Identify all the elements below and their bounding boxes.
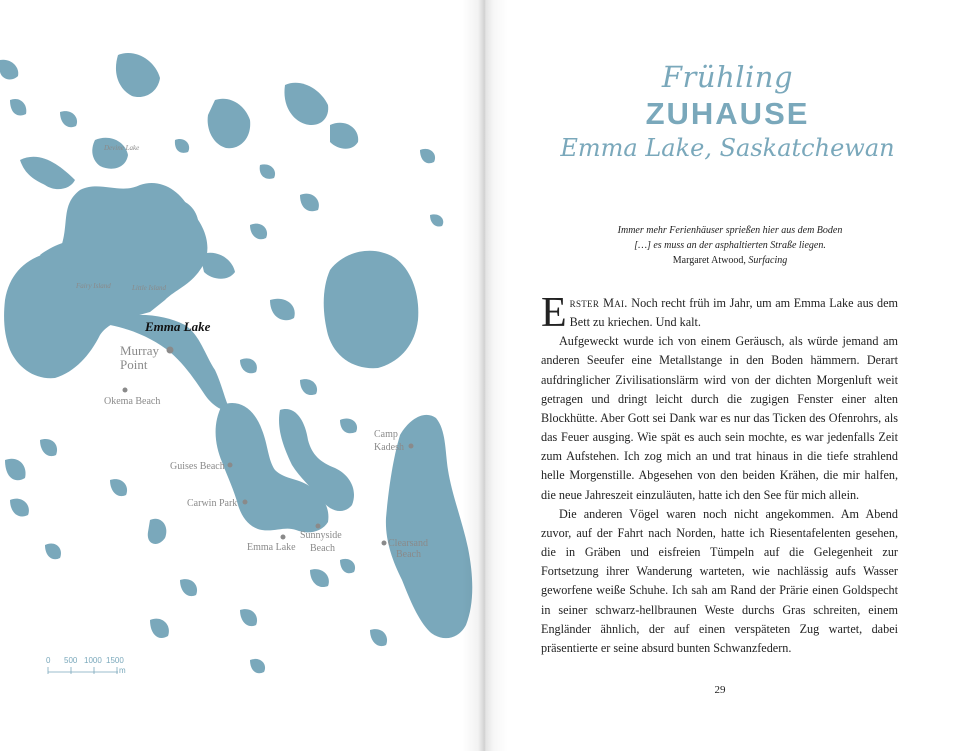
scale-bar [46, 656, 126, 675]
body-text [541, 290, 898, 658]
epigraph [560, 223, 900, 268]
lake-northwest [20, 157, 75, 189]
lake-small-16 [10, 499, 29, 517]
lake-north-3 [284, 83, 328, 125]
lake-small-8 [270, 299, 295, 321]
label-camp-kadesh-line1: Camp [374, 429, 398, 440]
lake-small-21 [240, 609, 257, 626]
label-camp-kadesh-line2: Kadesh [374, 442, 404, 453]
dot-emma-lake-town [281, 535, 286, 540]
dot-guises-beach [228, 463, 233, 468]
lake-small-18 [148, 519, 167, 544]
epigraph-work: Surfacing [748, 255, 788, 266]
lake-small-9 [240, 358, 257, 373]
lake-small-2 [10, 99, 26, 116]
label-guises-beach: Guises Beach [170, 461, 225, 472]
lake-small-17 [110, 479, 127, 496]
lake-north-6 [200, 253, 235, 279]
lake-small-7 [250, 224, 267, 240]
scale-unit: m [119, 666, 126, 675]
label-emma-lake: Emma Lake [145, 319, 211, 334]
lake-small-23 [370, 629, 387, 646]
lake-small-3 [60, 111, 77, 127]
label-clearsand-line1: Clearsand [388, 538, 428, 549]
chapter-title-block [484, 60, 971, 164]
label-clearsand-line2: Beach [396, 549, 421, 560]
dot-sunnyside-beach [316, 524, 321, 529]
lake-devine [92, 138, 128, 169]
chapter-place: Emma Lake, Saskatchewan [560, 134, 895, 162]
label-emma-lake-town: Emma Lake [247, 542, 296, 553]
paragraph-3: Die anderen Vögel waren noch nicht angekommen. Am Abend zuvor, auf der Fahrt nach Norden, hatte ich Riesentafelenten gesehen, die in Gräben und eisfreien Tümpeln auf die Gelegenheit zur Fortsetzung ihrer Wanderung warteten, wie nachlässig aufs Wasser geworfene weiße Schuhe. Ich sah am Rand der Prärie einen Goldspecht in seiner schwarz-hellbraunen Weste durchs Gras schreiten, einem Engländer ähnlich, der auf einen verspäteten Zug wartet, dabei präsentierte er seine absurd bunten Schwanzfedern. [541, 506, 898, 655]
label-murray-point-line2: Point [120, 357, 148, 372]
lake-northeast-round [324, 251, 419, 368]
lake-small-5 [260, 164, 275, 179]
scale-tick-500: 500 [64, 656, 78, 665]
label-murray-point-line1: Murray [120, 343, 159, 358]
lake-small-4 [175, 139, 189, 153]
chapter-heading: ZUHAUSE [645, 96, 810, 131]
lake-small-25 [340, 559, 355, 573]
lake-small-13 [430, 214, 443, 226]
scale-tick-1000: 1000 [84, 656, 102, 665]
dot-okema-beach [123, 388, 128, 393]
lake-north-4 [330, 123, 358, 149]
lake-small-24 [250, 659, 265, 673]
lake-map [0, 0, 484, 751]
dot-clearsand-beach [382, 541, 387, 546]
left-page-map [0, 0, 484, 751]
label-sunnyside-line2: Beach [310, 543, 335, 554]
lake-small-10 [300, 379, 317, 395]
opening-smallcaps: rster Mai. [569, 296, 628, 310]
epigraph-line-1: Immer mehr Ferienhäuser sprießen hier aus dem Boden [617, 225, 843, 236]
lake-north-1 [116, 53, 160, 97]
lake-small-11 [340, 419, 357, 434]
label-sunnyside-line1: Sunnyside [300, 530, 342, 541]
lake-north-2 [208, 99, 251, 149]
paragraph-1 [541, 290, 898, 336]
lake-small-20 [150, 619, 169, 638]
dot-murray-point [167, 347, 174, 354]
chapter-season: Frühling [661, 60, 794, 94]
lake-small-1 [0, 60, 18, 80]
lake-small-6 [300, 194, 319, 212]
label-little-island: Little Island [132, 284, 167, 292]
paragraph-1-text: Noch recht früh im Jahr, um am Emma Lake aus dem Bett zu kriechen. Und kalt. [569, 296, 898, 330]
epigraph-attribution [560, 253, 900, 268]
lake-small-15 [40, 439, 57, 456]
drop-cap: E [541, 290, 567, 336]
scale-tick-1500: 1500 [106, 656, 124, 665]
lake-small-19 [180, 579, 197, 596]
paragraph-2: Aufgeweckt wurde ich von einem Geräusch, als würde jemand am anderen Seeufer eine Metallstange in den Boden hämmern. Derart aufdringlicher Zivilisationslärm wird von der dichten Morgenluft weit getragen und dringt leicht durch die zugigen Fenster einer alten Blockhütte. Aber Gott sei Dank war es nur das Ticken des Ofenrohrs, als das Feuer ausging. Wie spät es auch sein mochte, es war jedenfalls Zeit zum Aufstehen. Ich zog mich an und trat hinaus in die tiefe strahlend helle Morgenstille. Abgesehen von den beiden Krähen, die mir halfen, die neue Jahreszeit einzuläuten, hatte ich den See für mich allein. [541, 334, 898, 502]
dot-camp-kadesh [409, 444, 414, 449]
page-number: 29 [714, 684, 726, 696]
lake-small-12 [420, 149, 435, 163]
label-devine-lake: Devine Lake [104, 144, 140, 152]
scale-tick-0: 0 [46, 656, 51, 665]
lake-small-26 [45, 543, 61, 559]
epigraph-author: Margaret Atwood, [672, 255, 749, 266]
label-fairy-island: Fairy Island [76, 282, 111, 290]
lake-small-14 [5, 459, 26, 481]
epigraph-line-2: […] es muss an der asphaltierten Straße liegen. [634, 240, 826, 251]
label-carwin-park: Carwin Park [187, 498, 238, 509]
label-okema-beach: Okema Beach [104, 396, 161, 407]
lake-small-22 [310, 569, 329, 587]
dot-carwin-park [243, 500, 248, 505]
